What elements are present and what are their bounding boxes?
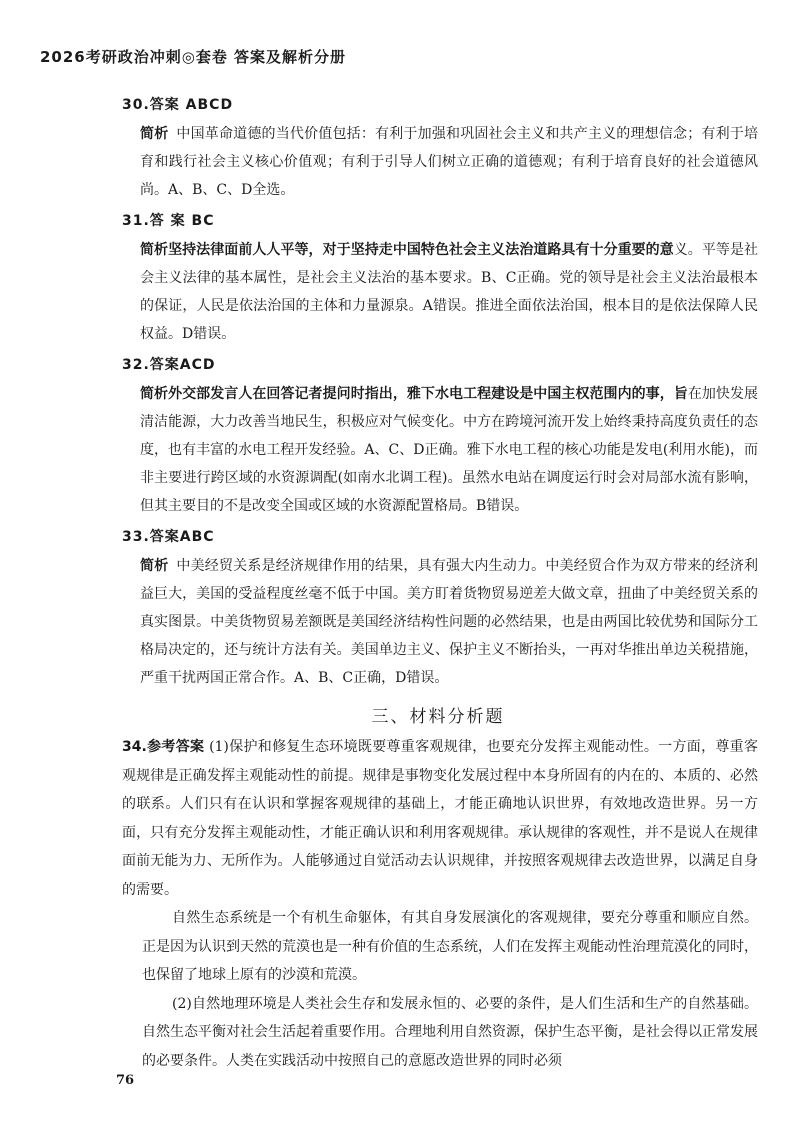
q31-text: 义。平等是社会主义法律的基本属性，是社会主义法治的基本要求。B、C正确。党的领导是社会主义法治最根本的保证，人民是依法治国的主体和力量源泉。A错误。推进全面依法治国，根本目的是依法保障人民权益。D错误。 bbox=[140, 242, 758, 342]
q30-answer: 30.答案 ABCD bbox=[122, 97, 234, 113]
q32-lead: 简析外交部发言人在回答记者提问时指出，雅下水电工程建设是中国主权范围内的事，旨 bbox=[140, 386, 688, 402]
q30-text: 中国革命道德的当代价值包括：有利于加强和巩固社会主义和共产主义的理想信念；有利于培育和践行社会主义核心价值观；有利于引导人们树立正确的道德观；有利于培育良好的社会道德风尚。A、B、C、D全选。 bbox=[140, 126, 759, 198]
q34-answer bbox=[122, 733, 758, 904]
q34-paragraph-2: 自然生态系统是一个有机生命躯体，有其自身发展演化的客观规律，要充分尊重和顺应自然。正是因为认识到天然的荒漠也是一种有价值的生态系统，人们在发挥主观能动性治理荒漠化的同时，也保留了地球上原有的沙漠和荒漠。 bbox=[142, 910, 758, 983]
q34-paragraph-3: (2)自然地理环境是人类社会生存和发展永恒的、必要的条件，是人们生活和生产的自然基础。自然生态平衡对社会生活起着重要作用。合理地利用自然资源，保护生态平衡，是社会得以正常发展的必要条件。人类在实践活动中按照自己的意愿改造世界的同时必须 bbox=[142, 995, 758, 1069]
q34-paragraph-1: (1)保护和修复生态环境既要尊重客观规律，也要充分发挥主观能动性。一方面，尊重客观规律是正确发挥主观能动性的前提。规律是事物变化发展过程中本身所固有的内在的、本质的、必然的联系。人们只有在认识和掌握客观规律的基础上，才能正确地认识世界，有效地改造世界。另一方面，只有充分发挥主观能动性，才能正确认识和利用客观规律。承认规律的客观性，并不是说人在规律面前无能为力、无所作为。人能够通过自觉活动去认识规律，并按照客观规律去改造世界，以满足自身的需要。 bbox=[122, 739, 758, 898]
q33-answer: 33.答案ABC bbox=[122, 529, 215, 545]
q31-answer: 31.答 案 BC bbox=[122, 213, 215, 229]
section-title: 三、材料分析题 bbox=[371, 707, 505, 727]
q32-text: 在加快发展清洁能源，大力改善当地民生，积极应对气候变化。中方在跨境河流开发上始终秉持高度负责任的态度，也有丰富的水电工程开发经验。A、C、D正确。雅下水电工程的核心功能是发电(利用水能)，而非主要进行跨区域的水资源调配(如南水北调工程)。虽然水电站在调度运行时会对局部水流有影响，但其主要目的不是改变全国或区域的水资源配置格局。B错误。 bbox=[140, 386, 758, 514]
q30-label: 简析 bbox=[140, 126, 169, 142]
running-header: 2026考研政治冲刺◎套卷 答案及解析分册 bbox=[40, 48, 347, 66]
q33-label: 简析 bbox=[140, 558, 169, 574]
q31-lead: 简析坚持法律面前人人平等，对于坚持走中国特色社会主义法治道路具有十分重要的意 bbox=[140, 242, 674, 258]
q32-explanation bbox=[140, 380, 758, 520]
q32-answer: 32.答案ACD bbox=[122, 357, 216, 373]
q33-explanation bbox=[140, 552, 758, 692]
content bbox=[118, 94, 758, 1075]
q34-label: 34.参考答案 bbox=[122, 739, 205, 755]
q33-text: 中美经贸关系是经济规律作用的结果，具有强大内生动力。中美经贸合作为双方带来的经济利益巨大，美国的受益程度丝毫不低于中国。美方盯着货物贸易逆差大做文章，扭曲了中美经贸关系的真实图景。中美货物贸易差额既是美国经济结构性问题的必然结果，也是由两国比较优势和国际分工格局决定的，还与统计方法有关。美国单边主义、保护主义不断抬头，一再对华推出单边关税措施，严重干扰两国正常合作。A、B、C正确，D错误。 bbox=[140, 558, 759, 686]
q30-explanation bbox=[140, 120, 758, 204]
page-number: 76 bbox=[116, 1073, 135, 1088]
q31-explanation bbox=[140, 236, 758, 348]
